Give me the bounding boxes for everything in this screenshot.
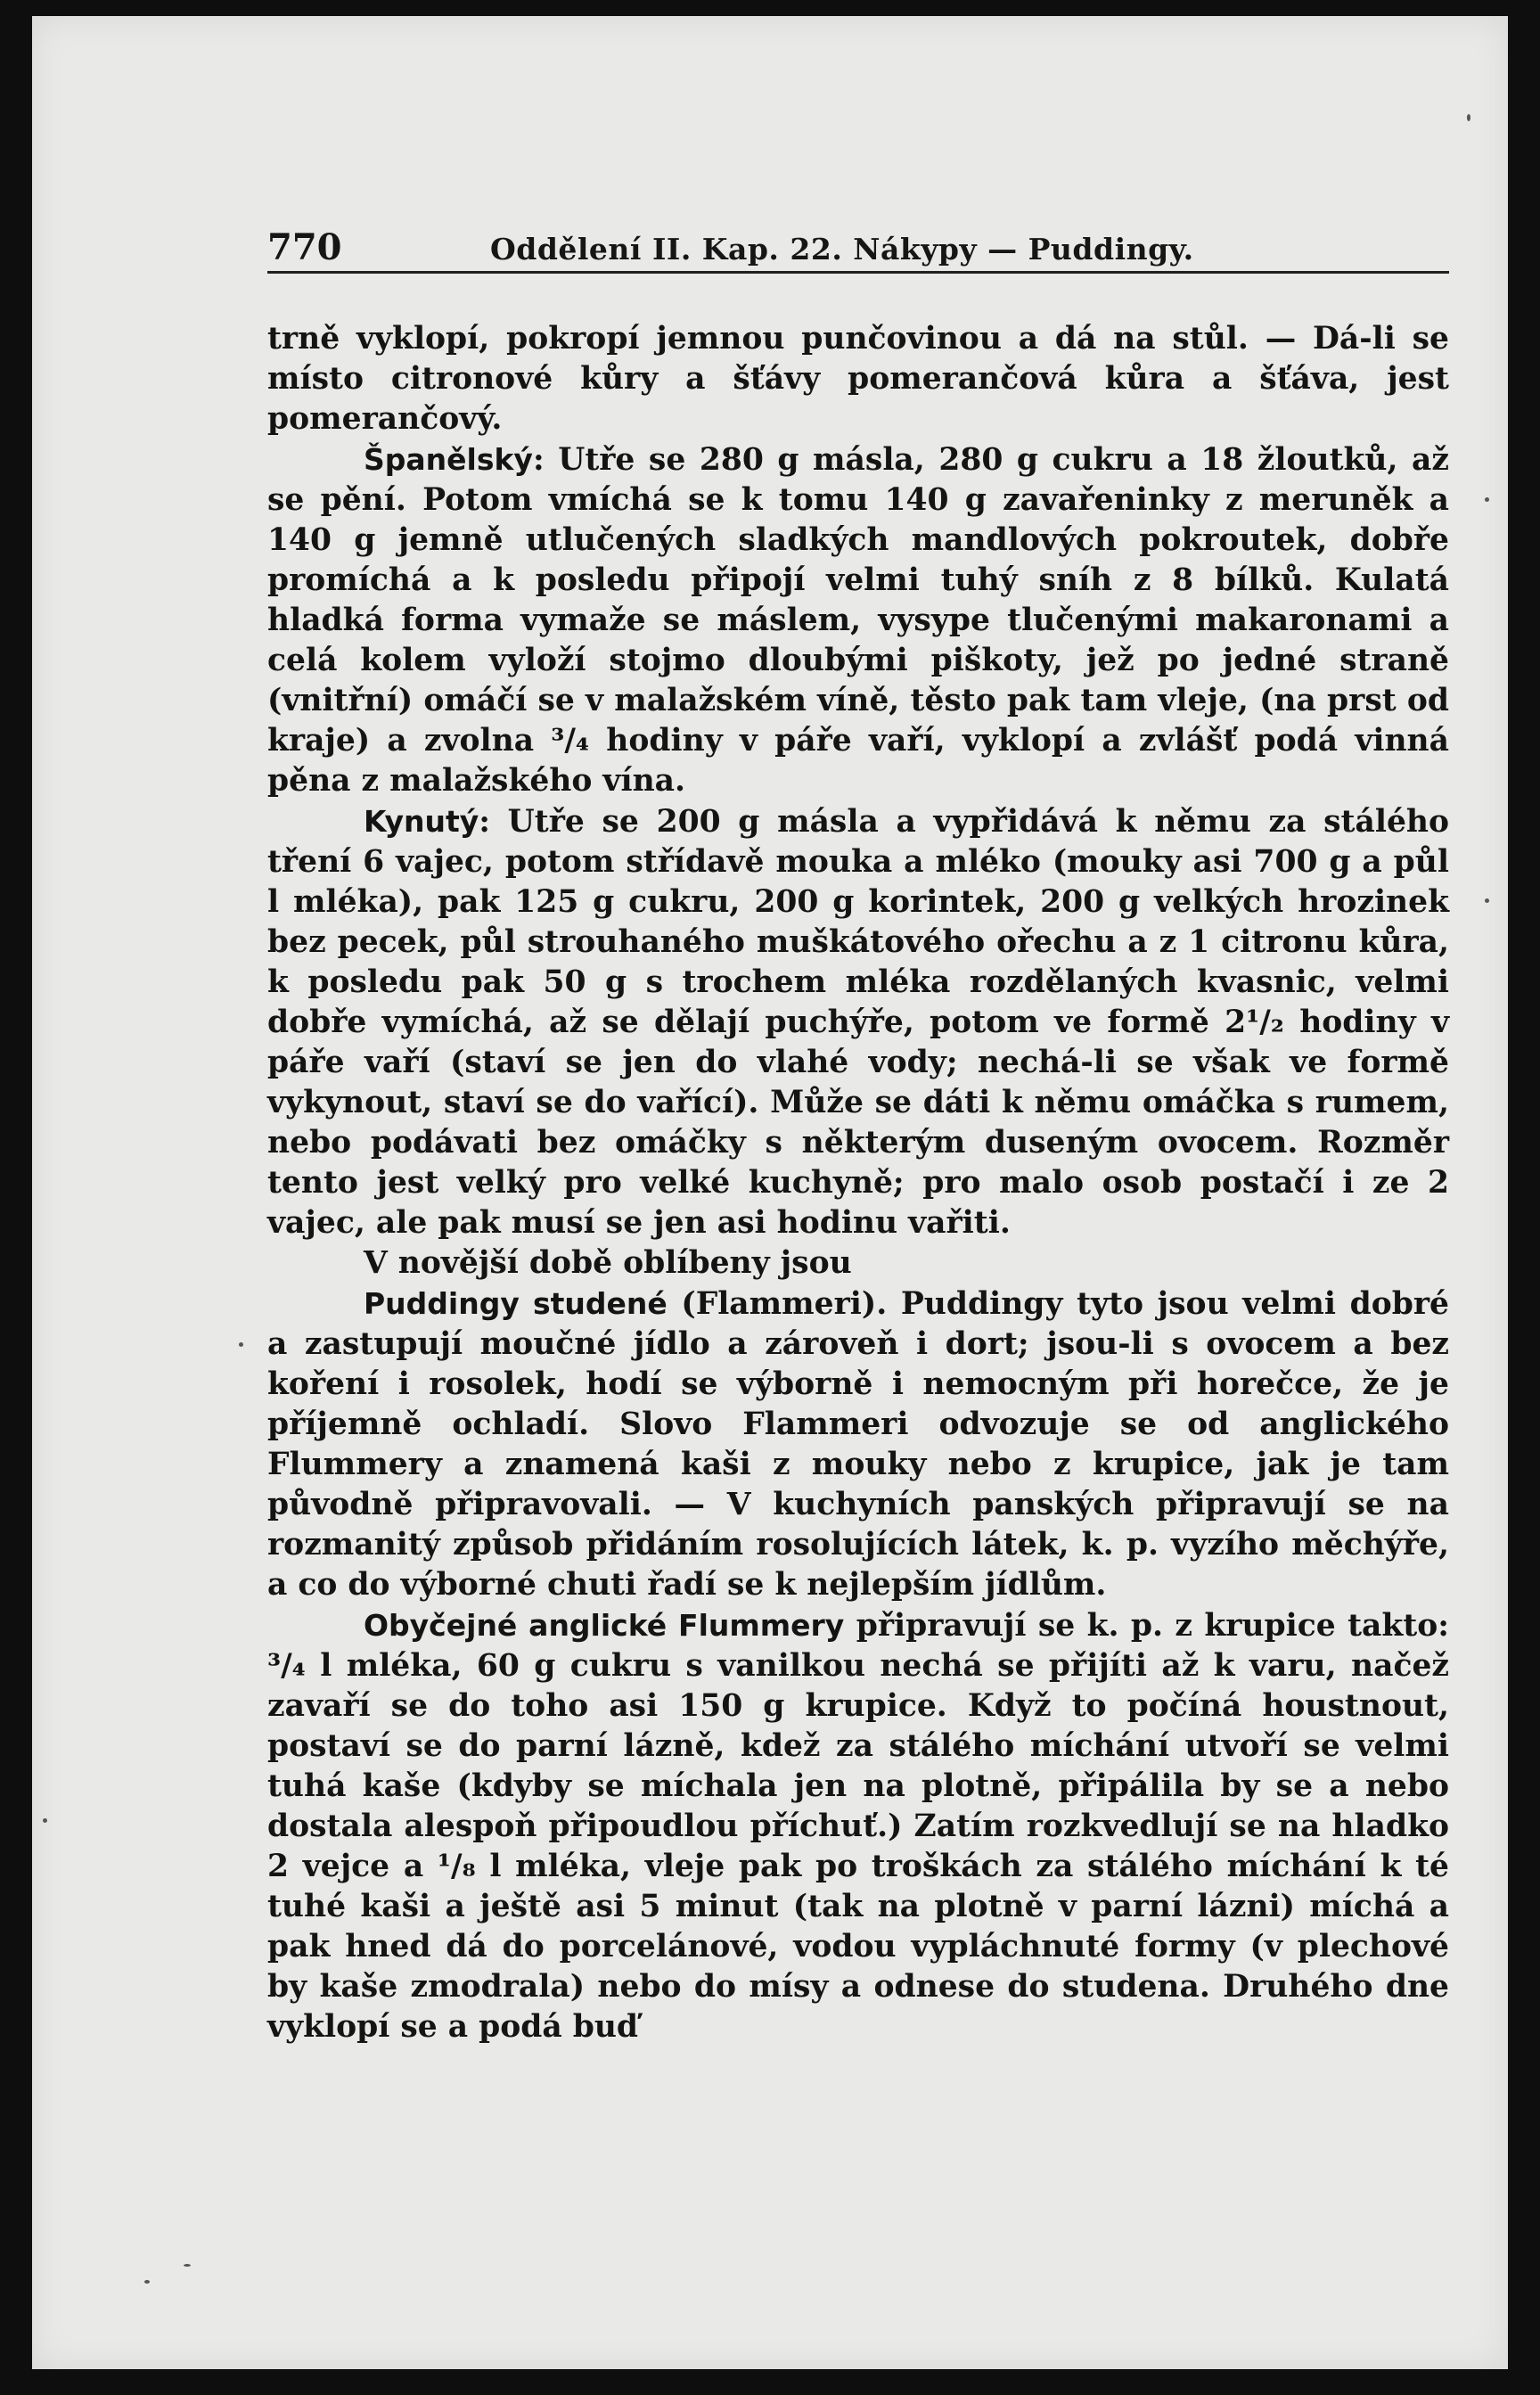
- paragraph: [267, 1243, 1449, 1284]
- paragraph: [267, 319, 1449, 439]
- paragraph: [267, 801, 1449, 1243]
- paragraph-text: V novější době oblíbeny jsou: [364, 1245, 852, 1281]
- recipe-heading-flummery: Obyčejné anglické Flummery: [364, 1608, 845, 1643]
- paragraph: [267, 1605, 1449, 2047]
- recipe-heading-spanish: Španělský: [364, 442, 533, 477]
- recipe-heading-kynuty: Kynutý: [364, 804, 479, 839]
- paragraph: [267, 1284, 1449, 1605]
- running-title: Oddělení II. Kap. 22. Nákypy — Puddingy.: [490, 232, 1194, 267]
- book-page: [32, 16, 1508, 2369]
- paragraph: [267, 439, 1449, 801]
- paragraph-text: : Utře se 280 g másla, 280 g cukru a 18 žloutků, až se pění. Potom vmíchá se k tomu 140 g zavařeninky z meruněk a 140 g jemně utlučených sladkých mandlových pokroutek, dobře promíchá a k posledu připojí velmi tuhý sníh z 8 bílků. Kulatá hladká forma vymaže se máslem, vysype tlučenými makaronami a celá kolem vyloží stojmo dloubými piškoty, jež po jedné straně (vnitřní) omáčí se v malažském víně, těsto pak tam vleje, (na prst od kraje) a zvolna ³/₄ hodiny v páře vaří, vyklopí a zvlášť podá vinná pěna z malažského vína.: [267, 442, 1449, 799]
- paragraph-text: (Flammeri). Puddingy tyto jsou velmi dobré a zastupují moučné jídlo a zároveň i dort; jsou-li s ovocem a bez koření i rosolek, hodí se výborně i nemocným při horečce, že je příjemně ochladí. Slovo Flammeri odvozuje se od anglického Flummery a znamená kaši z mouky nebo z krupice, jak je tam původně připravovali. — V kuchyních panských připravují se na rozmanitý způsob přidáním rosolujících látek, k. p. vyzího měchýře, a co do výborné chuti řadí se k nejlepším jídlům.: [267, 1286, 1449, 1603]
- paragraph-text: : Utře se 200 g másla a vypřidává k němu za stálého tření 6 vajec, potom střídavě mouka a mléko (mouky asi 700 g a půl l mléka), pak 125 g cukru, 200 g korintek, 200 g velkých hrozinek bez pecek, půl strouhaného muškátového ořechu a z 1 citronu kůra, k posledu pak 50 g s trochem mléka rozdělaných kvasnic, velmi dobře vymíchá, až se dělají puchýře, potom ve formě 2¹/₂ hodiny v páře vaří (staví se jen do vlahé vody; nechá-li se však ve formě vykynout, staví se do vařící). Může se dáti k němu omáčka s rumem, nebo podávati bez omáčky s některým duseným ovocem. Rozměr tento jest velký pro velké kuchyně; pro malo osob postačí i ze 2 vajec, ale pak musí se jen asi hodinu vařiti.: [267, 804, 1449, 1241]
- paragraph-text: připravují se k. p. z krupice takto: ³/₄ l mléka, 60 g cukru s vanilkou nechá se přijíti až k varu, načež zavaří se do toho asi 150 g krupice. Když to počíná houstnout, postaví se do parní lázně, kdež za stálého míchání utvoří se velmi tuhá kaše (kdyby se míchala jen na plotně, připálila by se a nebo dostala alespoň připoudlou příchuť.) Zatím rozkvedlují se na hladko 2 vejce a ¹/₈ l mléka, vleje pak po troškách za stálého míchání k té tuhé kaši a ještě asi 5 minut (tak na plotně v parní lázni) míchá a pak hned dá do porcelánové, vodou vypláchnuté formy (v plechové by kaše zmodrala) nebo do mísy a odnese do studena. Druhého dne vyklopí se a podá buď: [267, 1608, 1449, 2045]
- section-heading-cold-puddings: Puddingy studené: [364, 1286, 668, 1321]
- paragraph-text: trně vyklopí, pokropí jemnou punčovinou a dá na stůl. — Dá-li se místo citronové kůry a šťávy pomerančová kůra a šťáva, jest pomerančový.: [267, 321, 1449, 437]
- running-header: [267, 223, 1449, 274]
- page-number: 770: [267, 226, 342, 268]
- body-text: [267, 319, 1449, 2047]
